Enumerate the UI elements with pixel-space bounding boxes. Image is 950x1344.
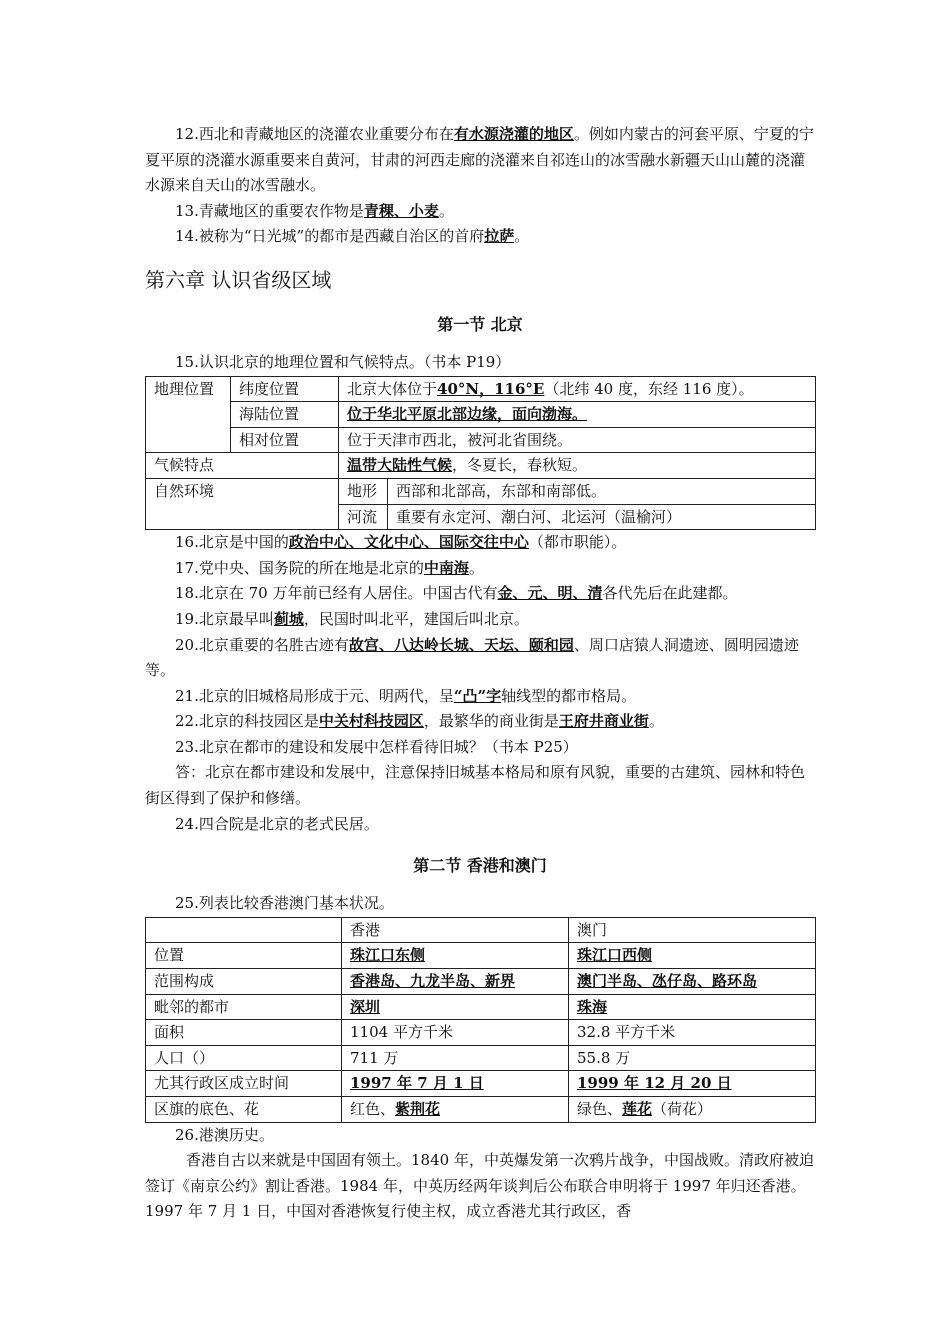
table-row [146,1020,816,1046]
item-24: 24.四合院是北京的老式民居。 [175,814,379,833]
cell-terrain-value: 西部和北部高，东部和南部低。 [388,478,816,504]
mo-value: 55.8 万 [569,1045,816,1071]
cell-sea-value: 位于华北平原北部边缘，面向渤海。 [339,402,816,428]
table-row [146,1097,816,1123]
table-row [146,1071,816,1097]
item-26: 26.港澳历史。 [175,1125,274,1144]
header-cell: 香港 [342,917,569,943]
mo-value: 1999 年 12 月 20 日 [569,1071,816,1097]
cell-rel-label: 相对位置 [231,427,339,453]
header-cell: 澳门 [569,917,816,943]
mo-value: 珠江口西侧 [569,943,816,969]
cell-climate-value: 温带大陆性气候，冬夏长，春秋短。 [339,453,816,479]
cell-lat-value: 北京大体位于40°N，116°E（北纬 40 度，东经 116 度）。 [339,376,816,402]
section-title-hk-macau: 第二节 香港和澳门 [413,856,547,876]
item-19: 19.北京最早叫蓟城，民国时叫北平，建国后叫北京。 [175,609,529,628]
item-22: 22.北京的科技园区是中关村科技园区，最繁华的商业街是王府井商业街。 [175,712,664,731]
mo-value: 澳门半岛、氹仔岛、路环岛 [569,969,816,995]
mo-value: 32.8 平方千米 [569,1020,816,1046]
row-label: 区旗的底色、花 [146,1097,342,1123]
item-14: 14.被称为“日光城”的都市是西藏自治区的首府拉萨。 [175,227,530,246]
cell-sea-label: 海陆位置 [231,402,339,428]
cell-terrain-label: 地形 [339,478,388,504]
row-label: 毗邻的都市 [146,994,342,1020]
hk-macau-table [145,917,816,1123]
table-row [146,1045,816,1071]
table-header-row [146,917,816,943]
document-page [145,122,815,1225]
row-label: 位置 [146,943,342,969]
cell-climate-label: 气候特点 [146,453,339,479]
hk-value: 1104 平方千米 [342,1020,569,1046]
item-16: 16.北京是中国的政治中心、文化中心、国际交往中心（都市职能）。 [175,533,627,552]
mo-value: 绿色、莲花（荷花） [569,1097,816,1123]
item-12: 12.西北和青藏地区的浇灌农业重要分布在有水源浇灌的地区。例如内蒙古的河套平原、宁夏的宁夏平原的浇灌水源重要来自黄河，甘肃的河西走廊的浇灌来自祁连山的冰雪融水新疆天山山麓的浇灌水源来自天山的冰雪融水。 [145,125,814,195]
row-label: 面积 [146,1020,342,1046]
item-23: 23.北京在都市的建设和发展中怎样看待旧城？（书本 P25） [175,737,578,756]
hk-value: 711 万 [342,1045,569,1071]
cell-env-label: 自然环境 [146,478,339,529]
item-13: 13.青藏地区的重要农作物是青稞、小麦。 [175,201,454,220]
cell-river-label: 河流 [339,504,388,530]
item-25: 25.列表比较香港澳门基本状况。 [175,894,394,913]
header-cell [146,917,342,943]
hk-value: 香港岛、九龙半岛、新界 [342,969,569,995]
table-row [146,943,816,969]
section-title-beijing: 第一节 北京 [437,314,523,334]
item-17: 17.党中央、国务院的所在地是北京的中南海。 [175,558,484,577]
table-row [146,994,816,1020]
row-label: 尤其行政区成立时间 [146,1071,342,1097]
mo-value: 珠海 [569,994,816,1020]
table-row [146,969,816,995]
hk-value: 珠江口东侧 [342,943,569,969]
row-label: 范围构成 [146,969,342,995]
hk-value: 红色、紫荆花 [342,1097,569,1123]
cell-rel-value: 位于天津市西北，被河北省围绕。 [339,427,816,453]
cell-lat-label: 纬度位置 [231,376,339,402]
row-label: 人口（） [146,1045,342,1071]
item-18: 18.北京在 70 万年前已经有人居住。中国古代有金、元、明、清各代先后在此建都。 [175,584,738,603]
hk-value: 1997 年 7 月 1 日 [342,1071,569,1097]
item-23-answer: 答：北京在都市建设和发展中，注意保持旧城基本格局和原有风貌，重要的古建筑、园林和特色街区得到了保护和修缮。 [145,763,806,808]
chapter-title: 第六章 认识省级区域 [145,267,332,292]
cell-river-value: 重要有永定河、潮白河、北运河（温榆河） [388,504,816,530]
item-21: 21.北京的旧城格局形成于元、明两代，呈“凸”字轴线型的都市格局。 [175,686,637,705]
item-26-body: 香港自古以来就是中国固有领土。1840 年，中英爆发第一次鸦片战争，中国战败。清政府被迫签订《南京公约》割让香港。1984 年，中英历经两年谈判后公布联合申明将于 1997 年归还香港。1997 年 7 月 1 日，中国对香港恢复行使主权，成立香港尤其行政区，香 [145,1151,814,1221]
item-15: 15.认识北京的地理位置和气候特点。（书本 P19） [175,352,511,371]
hk-value: 深圳 [342,994,569,1020]
beijing-geography-table [145,376,816,531]
cell-geo-position: 地理位置 [146,376,231,453]
item-20: 20.北京重要的名胜古迹有故宫、八达岭长城、天坛、颐和园、周口店猿人洞遗迹、圆明园遗迹等。 [145,635,799,680]
